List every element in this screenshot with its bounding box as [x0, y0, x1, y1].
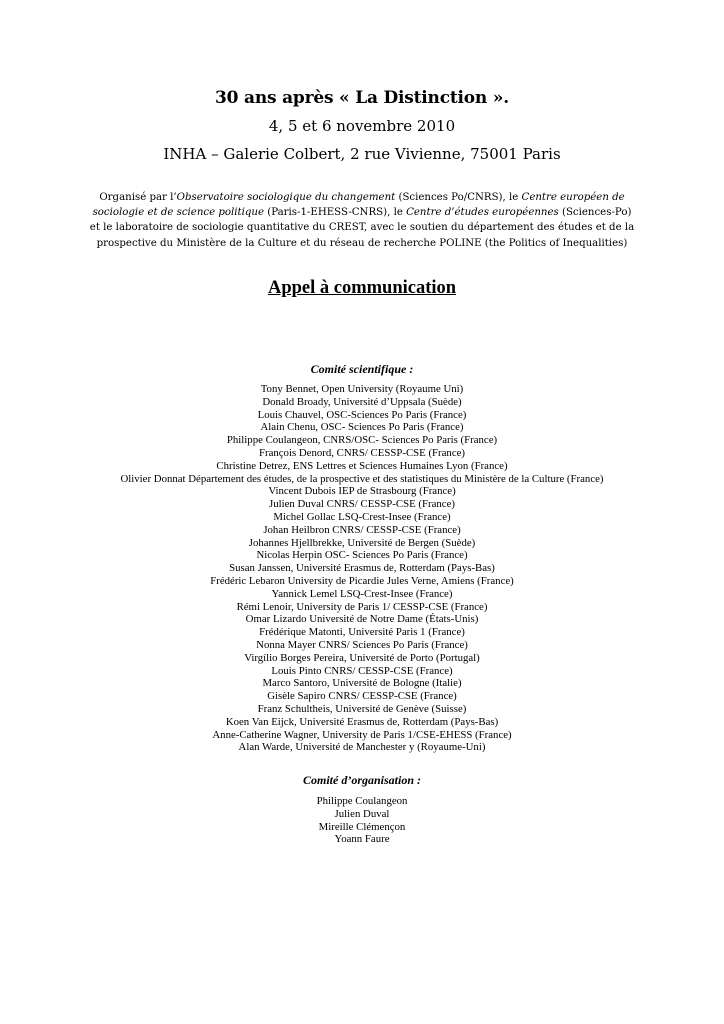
event-venue: INHA – Galerie Colbert, 2 rue Vivienne, 75001 Paris: [163, 145, 561, 163]
org-italic-cessp: Centre européen de sociologie et de science politique: [92, 192, 625, 219]
committee-member: Susan Janssen, Université Erasmus de, Rotterdam (Pays-Bas): [229, 562, 495, 575]
scientific-committee-heading: Comité scientifique :: [310, 362, 414, 376]
org-text-4: (Sciences-Po) et le laboratoire de sociologie quantitative du CREST, avec le soutien du département des études et de la prospective du Ministère de la Culture et du réseau de recherche POLINE (the Politics of Inequalities): [89, 207, 635, 249]
committee-member: Marco Santoro, Université de Bologne (Italie): [262, 677, 462, 690]
committee-member: Olivier Donnat Département des études, de la prospective et des statistiques du Ministère de la Culture (France): [120, 472, 604, 485]
committee-member: Christine Detrez, ENS Lettres et Sciences Humaines Lyon (France): [216, 459, 508, 472]
committee-member: Anne-Catherine Wagner, University de Paris 1/CSE-EHESS (France): [212, 728, 512, 741]
organiser: Julien Duval: [334, 807, 390, 820]
committee-member: Frédéric Lebaron University de Picardie Jules Verne, Amiens (France): [210, 574, 514, 587]
organiser: Philippe Coulangeon: [316, 795, 408, 807]
committee-member: Nonna Mayer CNRS/ Sciences Po Paris (France): [256, 638, 468, 651]
org-italic-cee: Centre d’études européennes: [406, 207, 559, 219]
committee-member: Omar Lizardo Université de Notre Dame (États-Unis): [245, 613, 479, 626]
org-italic-osc: Observatoire sociologique du changement: [176, 192, 396, 203]
committee-member: Koen Van Eijck, Université Erasmus de, Rotterdam (Pays-Bas): [225, 715, 499, 728]
committee-member: François Denord, CNRS/ CESSP-CSE (France): [258, 446, 466, 459]
committee-member: Yannick Lemel LSQ-Crest-Insee (France): [271, 587, 453, 600]
committee-member: Alan Warde, Université de Manchester y (Royaume-Uni): [238, 741, 486, 754]
committee-member: Frédérique Matonti, Université Paris 1 (France): [259, 626, 465, 639]
organising-committee-list: [0, 795, 724, 846]
committee-member: Alain Chenu, OSC- Sciences Po Paris (France): [260, 421, 464, 434]
event-dates: 4, 5 et 6 novembre 2010: [268, 117, 456, 135]
committee-member: Philippe Coulangeon, CNRS/OSC- Sciences Po Paris (France): [226, 434, 498, 447]
scientific-committee-list: [0, 383, 724, 754]
page-title: 30 ans après « La Distinction ».: [215, 88, 509, 108]
call-for-papers-heading: Appel à communication: [267, 278, 457, 298]
committee-member: Michel Gollac LSQ-Crest-Insee (France): [273, 510, 451, 523]
organiser: Yoann Faure: [334, 833, 390, 846]
committee-member: Rémi Lenoir, University de Paris 1/ CESSP-CSE (France): [236, 600, 488, 613]
committee-member: Johannes Hjellbrekke, Université de Bergen (Suède): [248, 536, 476, 549]
committee-member: Gisèle Sapiro CNRS/ CESSP-CSE (France): [267, 690, 457, 703]
organiser: Mireille Clémençon: [318, 820, 406, 833]
organisation-paragraph: [86, 190, 638, 251]
org-text-1: Organisé par l’: [99, 192, 177, 203]
committee-member: Vincent Dubois IEP de Strasbourg (France): [268, 485, 456, 498]
organising-committee-heading: Comité d’organisation :: [302, 773, 421, 787]
committee-member: Louis Pinto CNRS/ CESSP-CSE (France): [271, 664, 453, 677]
committee-member: Donald Broady, Université d’Uppsala (Suède): [262, 395, 462, 408]
org-text-2: (Sciences Po/CNRS), le: [395, 192, 522, 203]
committee-member: Franz Schultheis, Université de Genève (Suisse): [257, 702, 467, 715]
committee-member: Louis Chauvel, OSC-Sciences Po Paris (France): [257, 408, 467, 421]
committee-member: Julien Duval CNRS/ CESSP-CSE (France): [269, 498, 455, 511]
committee-member: Virgílio Borges Pereira, Université de Porto (Portugal): [244, 651, 480, 664]
org-text-3: (Paris-1-EHESS-CNRS), le: [264, 207, 407, 219]
committee-member: Nicolas Herpin OSC- Sciences Po Paris (France): [256, 549, 468, 562]
committee-member: Johan Heilbron CNRS/ CESSP-CSE (France): [263, 523, 461, 536]
committee-member: Tony Bennet, Open University (Royaume Uni): [260, 383, 464, 395]
